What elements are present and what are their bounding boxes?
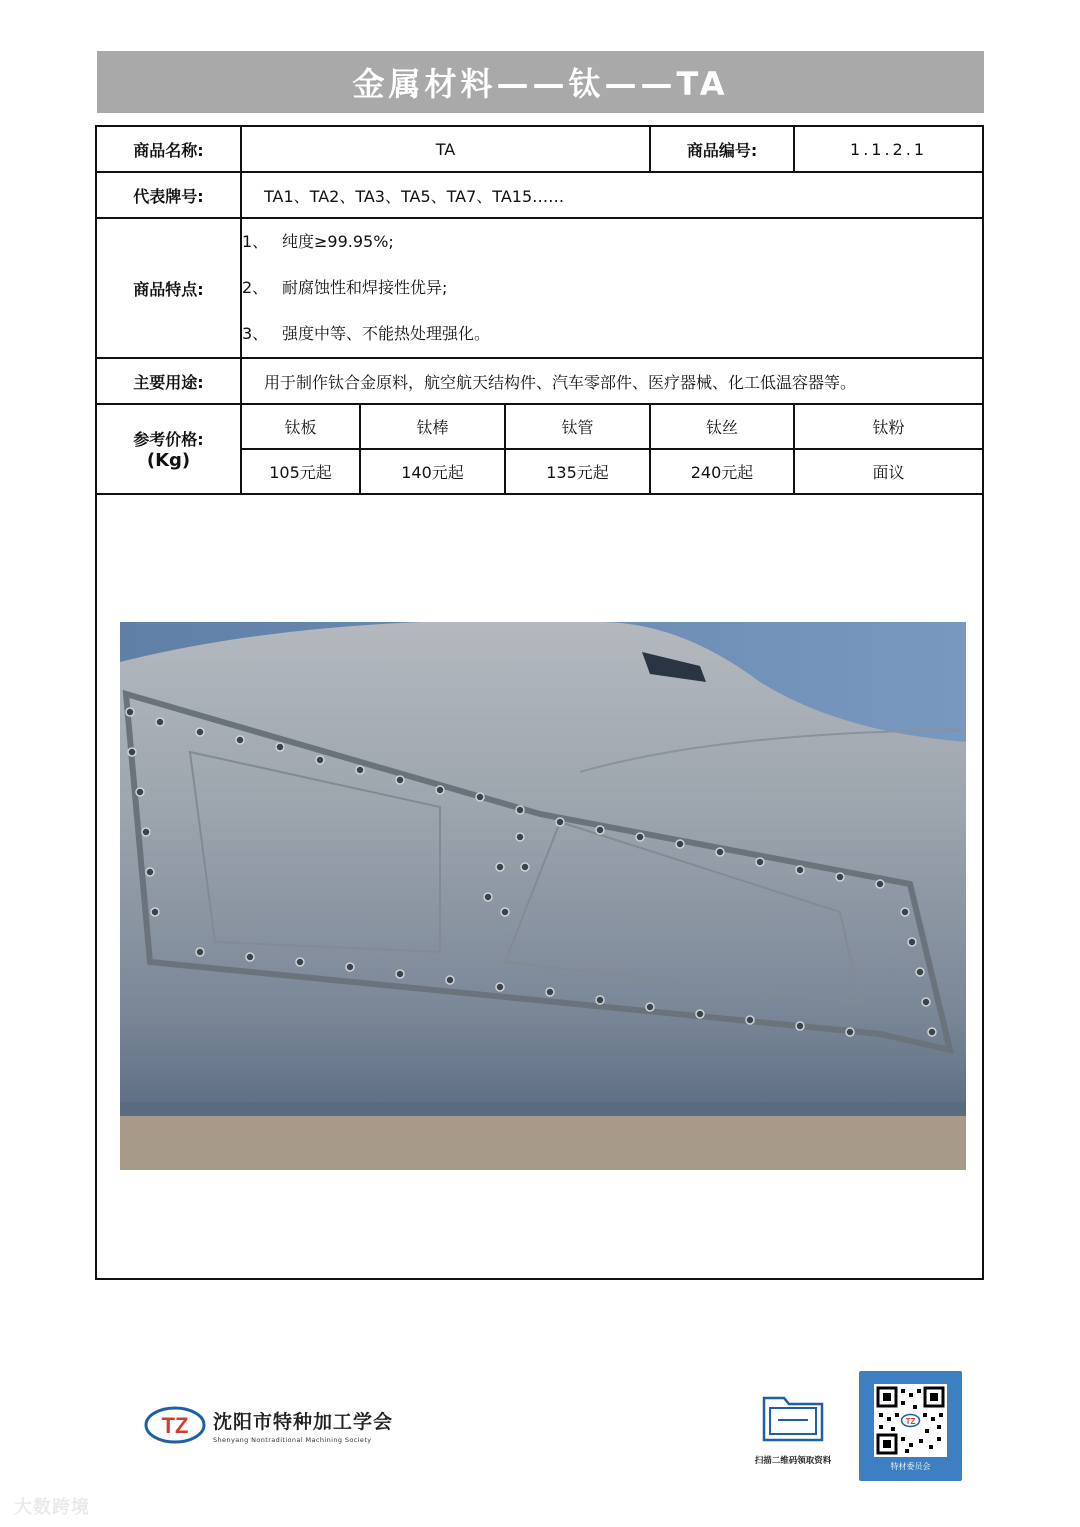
price-unit: (Kg) (146, 450, 191, 471)
features-list (241, 218, 983, 358)
price-header: 钛板 (241, 404, 360, 449)
org-logo (143, 1405, 393, 1445)
org-emblem-icon (143, 1405, 207, 1445)
price-value: 240元起 (650, 449, 794, 494)
features-label: 商品特点: (96, 218, 241, 358)
price-header: 钛管 (505, 404, 650, 449)
folder-icon (758, 1390, 828, 1444)
price-value: 105元起 (241, 449, 360, 494)
price-header: 钛粉 (794, 404, 983, 449)
list-item: 3、 强度中等、不能热处理强化。 (242, 324, 491, 343)
price-header: 钛丝 (650, 404, 794, 449)
price-value: 面议 (794, 449, 983, 494)
code-value: 1.1.2.1 (794, 126, 983, 172)
qr-center-badge: TZ (905, 1417, 916, 1426)
qr-code-icon (874, 1384, 947, 1457)
price-label-cell (96, 404, 241, 494)
watermark-text: 大数跨境 (14, 1497, 90, 1518)
price-value: 135元起 (505, 449, 650, 494)
folder-caption: 扫描二维码领取资料 (754, 1456, 832, 1466)
org-emblem-letters: TZ (161, 1413, 189, 1438)
product-photo (120, 622, 966, 1170)
table-row (96, 218, 983, 358)
grades-value: TA1、TA2、TA3、TA5、TA7、TA15…… (241, 172, 983, 218)
page-title: 金属材料——钛——TA (352, 65, 729, 103)
org-name: 沈阳市特种加工学会 (213, 1410, 394, 1433)
table-row (96, 358, 983, 404)
page-title-bar (97, 51, 984, 113)
usage-label: 主要用途: (96, 358, 241, 404)
grades-label: 代表牌号: (96, 172, 241, 218)
table-row (96, 126, 983, 172)
list-item: 1、 纯度≥99.95%; (242, 232, 394, 251)
qr-caption: 特材委员会 (890, 1462, 931, 1471)
folder-block (748, 1390, 838, 1466)
name-label: 商品名称: (96, 126, 241, 172)
spec-table (95, 125, 984, 495)
price-label: 参考价格: (133, 430, 204, 449)
watermark (14, 1493, 90, 1519)
usage-value: 用于制作钛合金原料，航空航天结构件、汽车零部件、医疗器械、化工低温容器等。 (241, 358, 983, 404)
code-label: 商品编号: (650, 126, 794, 172)
price-header: 钛棒 (360, 404, 505, 449)
name-value: TA (241, 126, 650, 172)
org-name-en: Shenyang Nontraditional Machining Society (213, 1435, 372, 1444)
list-item: 2、 耐腐蚀性和焊接性优异; (242, 278, 448, 297)
table-row (96, 404, 983, 449)
qr-card[interactable] (859, 1371, 962, 1481)
price-value: 140元起 (360, 449, 505, 494)
table-row (96, 172, 983, 218)
